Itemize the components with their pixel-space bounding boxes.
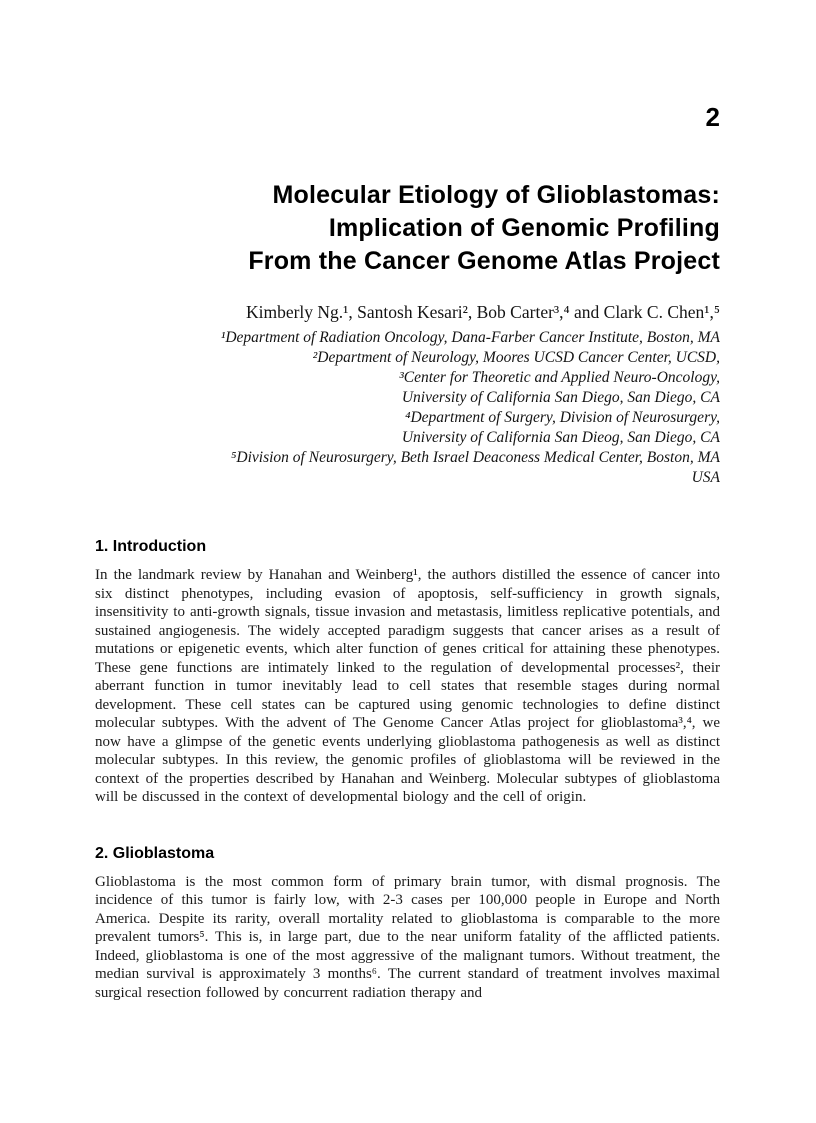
affiliation-line: University of California San Dieog, San Diego, CA xyxy=(401,429,720,446)
affiliation-line: University of California San Diego, San Diego, CA xyxy=(401,389,720,406)
section-introduction xyxy=(95,538,720,807)
affiliation-line: ²Department of Neurology, Moores UCSD Cancer Center, UCSD, xyxy=(312,349,720,366)
affiliation-country: USA xyxy=(691,469,720,486)
article-title xyxy=(95,179,720,278)
affiliation-line: ⁴Department of Surgery, Division of Neurosurgery, xyxy=(405,409,720,426)
affiliations-block xyxy=(95,328,720,488)
section-glioblastoma xyxy=(95,845,720,1003)
affiliation-line: ⁵Division of Neurosurgery, Beth Israel Deaconess Medical Center, Boston, MA xyxy=(231,449,720,466)
article-title-line-2: Implication of Genomic Profiling xyxy=(328,214,720,242)
section-heading-glioblastoma: 2. Glioblastoma xyxy=(95,844,215,862)
article-title-line-3: From the Cancer Genome Atlas Project xyxy=(248,247,720,275)
section-heading-introduction: 1. Introduction xyxy=(95,538,207,555)
glioblastoma-paragraph: Glioblastoma is the most common form of primary brain tumor, with dismal prognosis. The incidence of this tumor is fairly low, with 2-3 cases per 100,000 people in Europe and North America. Despite its rarity, overall mortality related to glioblastoma is comparable to the more prevalent tumors⁵. This is, in large part, due to the near uniform fatality of the afflicted patients. Indeed, glioblastoma is one of the most aggressive of the malignant tumors. Without treatment, the median survival is approximately 3 months⁶. The current standard of treatment involves maximal surgical resection followed by concurrent radiation therapy and xyxy=(95,873,720,1001)
author-line: Kimberly Ng.¹, Santosh Kesari², Bob Carter³,⁴ and Clark C. Chen¹,⁵ xyxy=(245,302,720,322)
affiliation-line: ¹Department of Radiation Oncology, Dana-Farber Cancer Institute, Boston, MA xyxy=(220,329,720,346)
affiliation-line: ³Center for Theoretic and Applied Neuro-Oncology, xyxy=(399,369,720,386)
introduction-paragraph: In the landmark review by Hanahan and Weinberg¹, the authors distilled the essence of cancer into six distinct phenotypes, including evasion of apoptosis, self-sufficiency in growth signals, insensitivity to anti-growth signals, tissue invasion and metastasis, limitless replicative potentials, and sustained angiogenesis. The widely accepted paradigm suggests that cancer arises as a result of mutations or epigenetic events, which alter function of genes critical for attaining these phenotypes. These gene functions are intimately linked to the regulation of developmental processes², their aberrant function in tumor inevitably lead to cell states that resemble stages during normal development. These cell states can be captured using genomic technologies to define distinct molecular subtypes. With the advent of The Genome Cancer Atlas project for glioblastoma³,⁴, we now have a glimpse of the genetic events underlying glioblastoma pathogenesis as well as distinct molecular subtypes. In this review, the genomic profiles of glioblastoma will be reviewed in the context of the properties described by Hanahan and Weinberg. Molecular subtypes of glioblastoma will be discussed in the context of developmental biology and the cell of origin. xyxy=(95,567,720,805)
page-number: 2 xyxy=(705,102,720,132)
article-title-line-1: Molecular Etiology of Glioblastomas: xyxy=(272,181,720,209)
